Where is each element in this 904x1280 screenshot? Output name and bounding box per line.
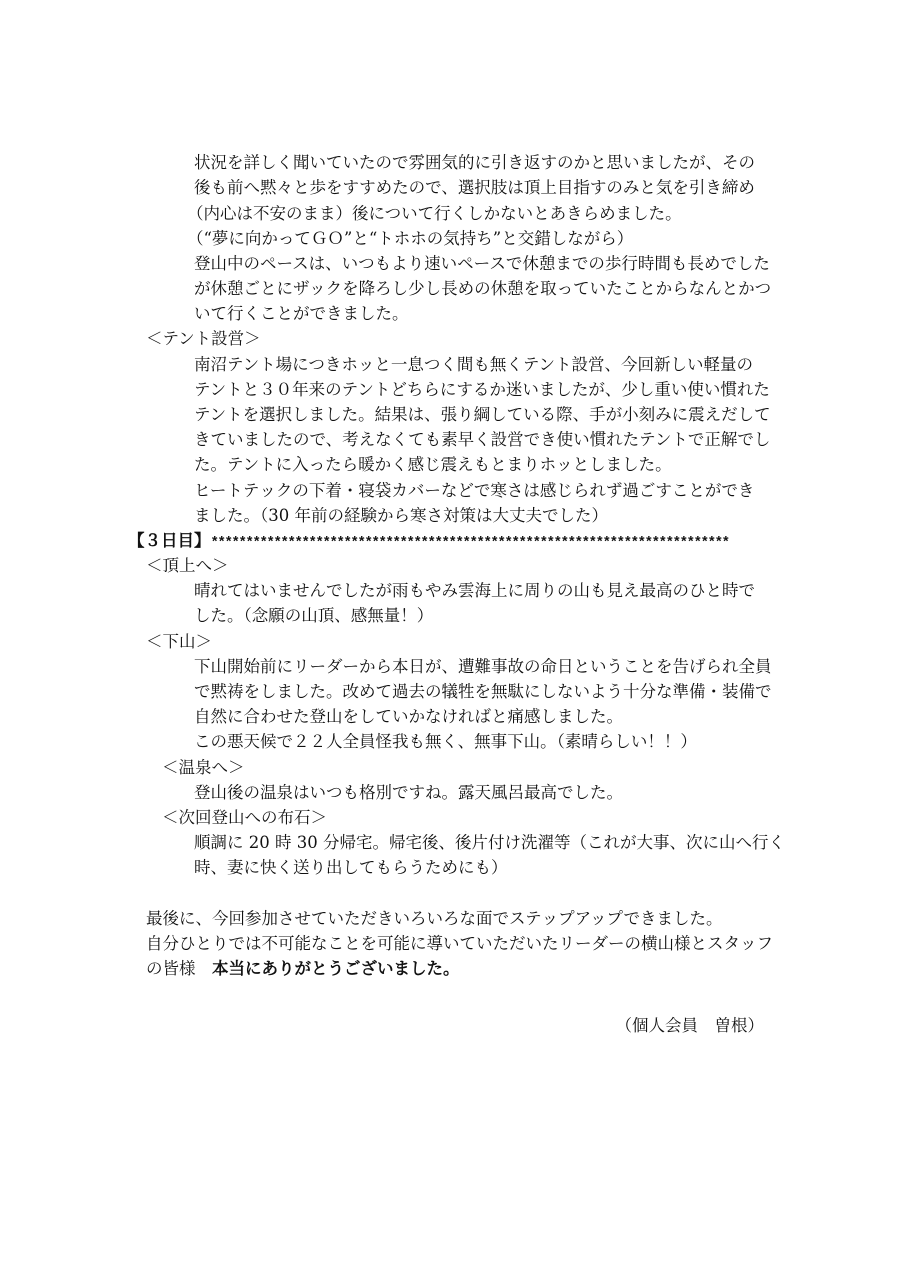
intro-line: が休憩ごとにザックを降ろし少し長めの休憩を取っていたことからなんとかつ: [194, 279, 772, 298]
day3-header: [128, 531, 729, 553]
section-heading-summit: ＜頂上へ＞: [146, 556, 229, 575]
section-heading-tent: ＜テント設営＞: [146, 329, 261, 348]
descent-line: で黙祷をしました。改めて過去の犠牲を無駄にしないよう十分な準備・装備で: [194, 682, 772, 701]
intro-line: 状況を詳しく聞いていたので雰囲気的に引き返すのかと思いましたが、その: [194, 153, 755, 172]
next-line: 時、妻に快く送り出してもらうためにも）: [194, 858, 508, 877]
tent-line: ヒートテックの下着・寝袋カバーなどで寒さは感じられず過ごすことができ: [194, 481, 755, 500]
onsen-line: 登山後の温泉はいつも格別ですね。露天風呂最高でした。: [194, 783, 623, 802]
intro-line: 後も前へ黙々と歩をすすめたので、選択肢は頂上目指すのみと気を引き締め: [194, 178, 755, 197]
descent-line: この悪天候で２２人全員怪我も無く、無事下山。（素晴らしい！！）: [194, 732, 697, 751]
tent-line: テントを選択しました。結果は、張り綱している際、手が小刻みに震えだして: [194, 405, 771, 424]
closing-thanks-bold: 本当にありがとうございました。: [212, 959, 460, 978]
closing-line: 自分ひとりでは不可能なことを可能に導いていただいたリーダーの横山様とスタッフ: [146, 934, 773, 953]
section-heading-onsen: ＜温泉へ＞: [162, 758, 245, 777]
signature: （個人会員 曽根）: [615, 1016, 764, 1035]
summit-line: した。（念願の山頂、感無量！）: [194, 606, 434, 625]
section-heading-descent: ＜下山＞: [146, 632, 212, 651]
tent-line: きていましたので、考えなくても素早く設営でき使い慣れたテントで正解でし: [194, 430, 771, 449]
descent-line: 下山開始前にリーダーから本日が、遭難事故の命日ということを告げられ全員: [194, 657, 772, 676]
intro-line: （内心は不安のまま）後について行くしかないとあきらめました。: [187, 204, 682, 223]
summit-line: 晴れてはいませんでしたが雨もやみ雲海上に周りの山も見え最高のひと時で: [194, 581, 755, 600]
tent-line: ました。（30 年前の経験から寒さ対策は大丈夫でした）: [194, 506, 608, 525]
next-line: 順調に 20 時 30 分帰宅。帰宅後、後片付け洗濯等（これが大事、次に山へ行く: [194, 833, 785, 852]
tent-line: 南沼テント場につきホッと一息つく間も無くテント設営、今回新しい軽量の: [194, 355, 754, 374]
closing-line: [146, 959, 460, 979]
tent-line: た。テントに入ったら暖かく感じ震えもとまりホッとしました。: [194, 455, 672, 474]
intro-line: 登山中のペースは、いつもより速いペースで休憩までの歩行時間も長めでした: [194, 254, 770, 273]
intro-line: いて行くことができました。: [194, 304, 409, 323]
day3-stars: **************************************************************************: [210, 535, 729, 551]
tent-line: テントと３０年来のテントどちらにするか迷いましたが、少し重い使い慣れた: [194, 380, 770, 399]
section-heading-next: ＜次回登山への布石＞: [162, 808, 327, 827]
descent-line: 自然に合わせた登山をしていかなければと痛感しました。: [194, 707, 623, 726]
closing-thanks-prefix: の皆様: [146, 959, 212, 978]
day3-label: 【３日目】: [128, 531, 211, 550]
closing-line: 最後に、今回参加させていただきいろいろな面でステップアップできました。: [146, 909, 723, 928]
intro-line: （“夢に向かってＧＯ”と“トホホの気持ち”と交錯しながら）: [187, 229, 634, 248]
